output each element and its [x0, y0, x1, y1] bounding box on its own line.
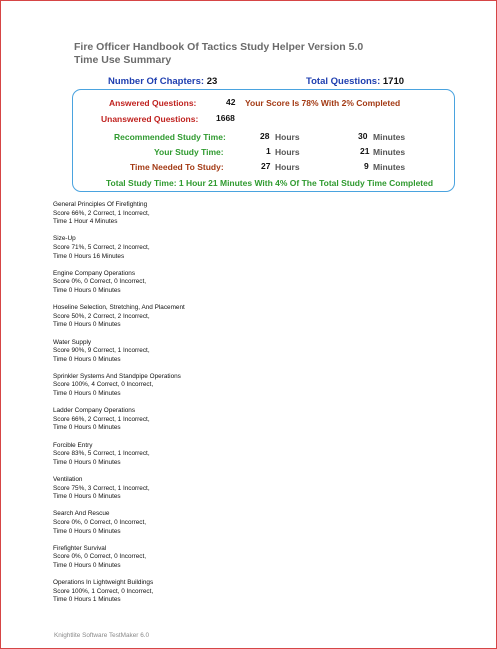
questions-label: Total Questions: [306, 76, 381, 87]
chapter-time: Time 1 Hour 4 Minutes [53, 218, 118, 226]
list-item [53, 579, 185, 605]
list-item [53, 373, 185, 399]
chapter-time: Time 0 Hours 16 Minutes [53, 252, 125, 260]
answered-value: 42 [226, 97, 236, 107]
total-study-time: Total Study Time: 1 Hour 21 Minutes With 4% Of The Total Study Time Completed [106, 178, 434, 188]
needed-minutes-unit: Minutes [373, 162, 406, 172]
list-item [53, 270, 185, 296]
chapter-name: Sprinkler Systems And Standpipe Operations [53, 372, 181, 380]
questions-count [306, 76, 404, 87]
chapter-name: Operations In Lightweight Buildings [53, 579, 154, 587]
score-text: Your Score Is 78% With 2% Completed [245, 98, 401, 108]
page-title [74, 41, 363, 67]
needed-hours-unit: Hours [275, 162, 300, 172]
chapter-time: Time 0 Hours 0 Minutes [53, 527, 121, 535]
needed-minutes: 9 [364, 161, 369, 171]
chapter-score: Score 50%, 2 Correct, 2 Incorrect, [53, 312, 150, 320]
chapter-score: Score 0%, 0 Correct, 0 Incorrect, [53, 518, 147, 526]
chapter-time: Time 0 Hours 1 Minutes [53, 596, 121, 604]
your-hours-unit: Hours [275, 147, 300, 157]
chapter-time: Time 0 Hours 0 Minutes [53, 561, 121, 569]
list-item [53, 476, 185, 502]
your-time-label: Your Study Time: [154, 147, 224, 157]
chapters-label: Number Of Chapters: [108, 76, 205, 87]
chapter-name: Forcible Entry [53, 441, 93, 449]
list-item [53, 545, 185, 571]
recommended-hours-unit: Hours [275, 132, 300, 142]
chapter-time: Time 0 Hours 0 Minutes [53, 493, 121, 501]
chapter-name: Hoseline Selection, Stretching, And Placement [53, 304, 185, 312]
needed-label: Time Needed To Study: [130, 162, 224, 172]
recommended-minutes-unit: Minutes [373, 132, 406, 142]
chapter-name: Engine Company Operations [53, 269, 136, 277]
chapter-score: Score 0%, 0 Correct, 0 Incorrect, [53, 553, 147, 561]
title-line-2: Time Use Summary [74, 54, 172, 66]
chapter-name: Ventilation [53, 476, 83, 483]
chapter-name: Size-Up [53, 235, 76, 243]
chapter-name: Search And Rescue [53, 510, 110, 518]
chapter-name: General Principles Of Firefighting [53, 201, 148, 208]
recommended-minutes: 30 [358, 131, 368, 141]
list-item [53, 339, 185, 365]
footer-credit: Knightlite Software TestMaker 6.0 [54, 632, 150, 639]
chapter-list [53, 201, 185, 614]
list-item [53, 235, 185, 261]
chapter-name: Firefighter Survival [53, 544, 107, 552]
chapter-time: Time 0 Hours 0 Minutes [53, 390, 121, 398]
chapter-time: Time 0 Hours 0 Minutes [53, 321, 121, 329]
your-minutes-unit: Minutes [373, 147, 406, 157]
chapter-score: Score 66%, 2 Correct, 1 Incorrect, [53, 415, 150, 423]
chapters-value: 23 [206, 76, 218, 87]
chapter-score: Score 75%, 3 Correct, 1 Incorrect, [53, 484, 150, 492]
your-hours: 1 [266, 146, 271, 156]
chapter-time: Time 0 Hours 0 Minutes [53, 458, 121, 466]
unanswered-value: 1668 [216, 113, 235, 123]
chapter-score: Score 90%, 9 Correct, 1 Incorrect, [53, 347, 150, 355]
chapters-count [108, 76, 217, 87]
questions-value: 1710 [382, 76, 405, 87]
recommended-label: Recommended Study Time: [114, 132, 226, 142]
title-line-1: Fire Officer Handbook Of Tactics Study Helper Version 5.0 [74, 41, 364, 53]
chapter-score: Score 66%, 2 Correct, 1 Incorrect, [53, 209, 150, 217]
chapter-name: Ladder Company Operations [53, 407, 136, 415]
chapter-score: Score 100%, 1 Correct, 0 Incorrect, [53, 587, 154, 595]
answered-label: Answered Questions: [109, 98, 197, 108]
list-item [53, 201, 185, 227]
chapter-score: Score 83%, 5 Correct, 1 Incorrect, [53, 450, 150, 458]
chapter-name: Water Supply [53, 338, 92, 346]
chapter-score: Score 0%, 0 Correct, 0 Incorrect, [53, 278, 147, 286]
chapter-time: Time 0 Hours 0 Minutes [53, 424, 121, 432]
list-item [53, 442, 185, 468]
needed-hours: 27 [261, 161, 271, 171]
chapter-score: Score 100%, 4 Correct, 0 Incorrect, [53, 381, 154, 389]
list-item [53, 510, 185, 536]
chapter-time: Time 0 Hours 0 Minutes [53, 355, 121, 363]
list-item [53, 407, 185, 433]
unanswered-label: Unanswered Questions: [101, 114, 199, 124]
chapter-time: Time 0 Hours 0 Minutes [53, 286, 121, 294]
list-item [53, 304, 185, 330]
your-minutes: 21 [360, 146, 370, 156]
recommended-hours: 28 [260, 131, 270, 141]
chapter-score: Score 71%, 5 Correct, 2 Incorrect, [53, 243, 150, 251]
